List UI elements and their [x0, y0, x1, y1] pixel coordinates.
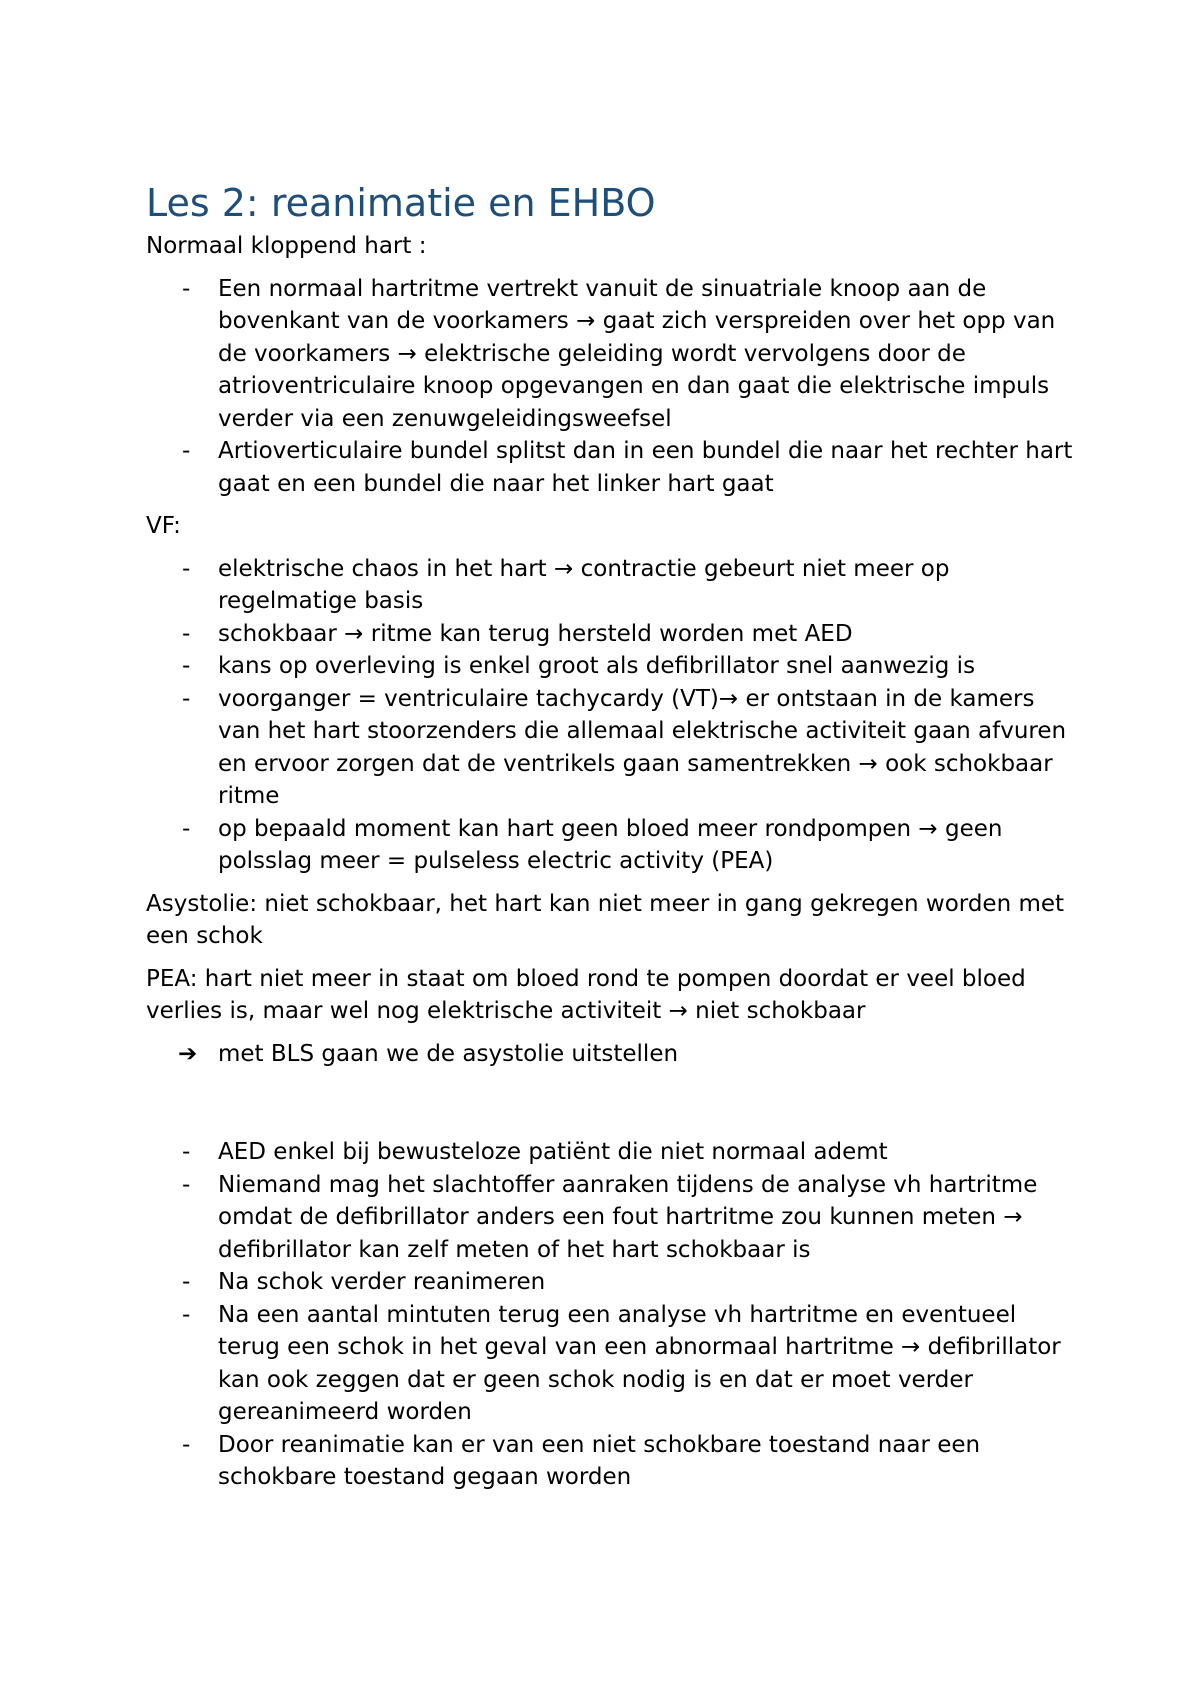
list-aed — [146, 1136, 1076, 1494]
list-item — [146, 1429, 1076, 1494]
arrow-list-item — [146, 1038, 1076, 1071]
dash-marker: - — [182, 438, 191, 464]
dash-marker: - — [182, 1139, 191, 1165]
list-item-text: Door reanimatie kan er van een niet schokbare toestand naar een schokbare toestand gegaan worden — [218, 1431, 981, 1490]
list-item — [146, 435, 1076, 500]
list-normaal — [146, 273, 1076, 501]
list-vf — [146, 553, 1076, 878]
dash-marker: - — [182, 1269, 191, 1295]
list-item — [146, 650, 1076, 683]
dash-marker: - — [182, 815, 191, 842]
list-item-text: op bepaald moment kan hart geen bloed meer rondpompen → geen polsslag meer = pulseless electric activity (PEA) — [218, 815, 1003, 874]
list-item-text: kans op overleving is enkel groot als defibrillator snel aanwezig is — [218, 653, 976, 679]
list-item-text: Na schok verder reanimeren — [218, 1269, 546, 1295]
list-item — [146, 618, 1076, 651]
dash-marker: - — [182, 685, 191, 712]
list-item — [146, 1299, 1076, 1429]
list-item-text: Niemand mag het slachtoffer aanraken tijdens de analyse vh hartritme omdat de defibrillator anders een fout hartritme zou kunnen meten → defibrillator kan zelf meten of het hart schokbaar is — [218, 1171, 1038, 1263]
list-item — [146, 273, 1076, 436]
dash-marker: - — [182, 653, 191, 679]
list-item — [146, 1169, 1076, 1267]
list-item — [146, 683, 1076, 813]
paragraph-pea: PEA: hart niet meer in staat om bloed rond te pompen doordat er veel bloed verlies is, maar wel nog elektrische activiteit → niet schokbaar — [146, 965, 1026, 1024]
list-item-text: Een normaal hartritme vertrekt vanuit de sinuatriale knoop aan de bovenkant van de voorkamers → gaat zich verspreiden over het opp van de voorkamers → elektrische geleiding wordt vervolgens door de atrioventriculaire knoop opgevangen en dan gaat die elektrische impuls verder via een zenuwgeleidingsweefsel — [218, 275, 1056, 432]
list-item — [146, 1136, 1076, 1169]
section-heading-normaal: Normaal kloppend hart : — [146, 233, 427, 259]
dash-marker: - — [182, 1301, 191, 1328]
section-heading-vf: VF: — [146, 513, 181, 539]
document-title: Les 2: reanimatie en EHBO — [146, 181, 656, 225]
list-item-text: Na een aantal mintuten terug een analyse vh hartritme en eventueel terug een schok in het geval van een abnormaal hartritme → defibrillator kan ook zeggen dat er geen schok nodig is en dat er moet verder gereanimeerd worden — [218, 1301, 1061, 1425]
document-page — [146, 180, 1076, 1504]
list-item-text: elektrische chaos in het hart → contractie gebeurt niet meer op regelmatige basis — [218, 555, 950, 614]
dash-marker: - — [182, 1431, 191, 1458]
list-item-text: voorganger = ventriculaire tachycardy (VT)→ er ontstaan in de kamers van het hart stoorzenders die allemaal elektrische activiteit gaan afvuren en ervoor zorgen dat de ventrikels gaan samentrekken → ook schokbaar ritme — [218, 685, 1067, 809]
list-item — [146, 813, 1076, 878]
list-item-text: schokbaar → ritme kan terug hersteld worden met AED — [218, 620, 853, 647]
arrow-right-icon: ➔ — [178, 1040, 198, 1067]
arrow-item-text: met BLS gaan we de asystolie uitstellen — [218, 1040, 679, 1067]
dash-marker: - — [182, 555, 191, 582]
dash-marker: - — [182, 1171, 191, 1198]
list-item-text: Artioverticulaire bundel splitst dan in een bundel die naar het rechter hart gaat en een bundel die naar het linker hart gaat — [218, 438, 1073, 497]
list-item — [146, 1266, 1076, 1299]
blank-spacer — [146, 1080, 1076, 1136]
paragraph-asystolie: Asystolie: niet schokbaar, het hart kan niet meer in gang gekregen worden met een schok — [146, 890, 1065, 949]
dash-marker: - — [182, 275, 191, 302]
list-item-text: AED enkel bij bewusteloze patiënt die niet normaal ademt — [218, 1139, 888, 1165]
list-item — [146, 553, 1076, 618]
dash-marker: - — [182, 620, 191, 647]
